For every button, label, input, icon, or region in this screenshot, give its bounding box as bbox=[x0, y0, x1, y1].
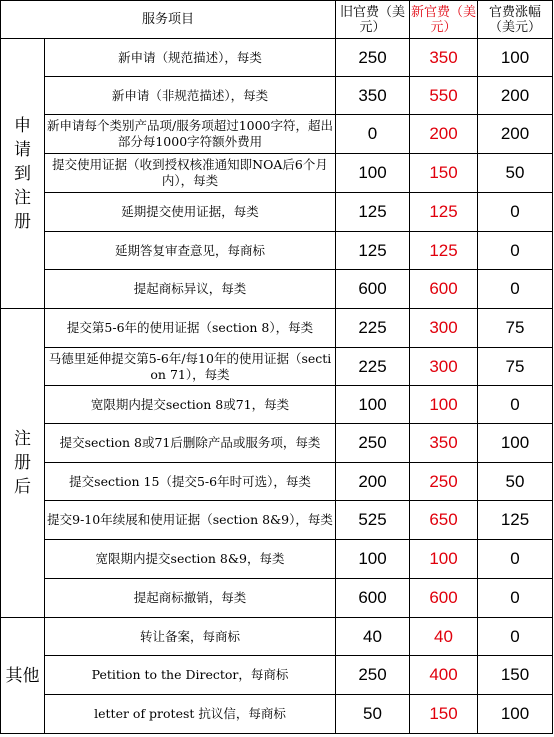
header-old-fee: 旧官费（美元） bbox=[336, 1, 410, 39]
old-fee-cell: 250 bbox=[336, 424, 410, 463]
old-fee-cell: 125 bbox=[336, 232, 410, 270]
old-fee-cell: 225 bbox=[336, 348, 410, 386]
header-row bbox=[1, 1, 553, 39]
service-item-cell: 新申请（规范描述），每类 bbox=[45, 39, 336, 77]
table-row bbox=[1, 501, 553, 540]
new-fee-cell: 600 bbox=[410, 579, 478, 618]
increase-cell: 75 bbox=[478, 309, 553, 348]
service-item-cell: 提交使用证据（收到授权核准通知即NOA后6个月内），每类 bbox=[45, 154, 336, 193]
increase-cell: 50 bbox=[478, 463, 553, 501]
old-fee-cell: 350 bbox=[336, 77, 410, 115]
table-row bbox=[1, 540, 553, 579]
old-fee-cell: 40 bbox=[336, 618, 410, 656]
category-cell bbox=[1, 309, 45, 618]
old-fee-cell: 250 bbox=[336, 656, 410, 695]
table-row bbox=[1, 309, 553, 348]
service-item-cell: 提交section 8或71后删除产品或服务项，每类 bbox=[45, 424, 336, 463]
service-item-cell: 转让备案，每商标 bbox=[45, 618, 336, 656]
new-fee-cell: 600 bbox=[410, 270, 478, 309]
increase-cell: 0 bbox=[478, 386, 553, 424]
increase-cell: 50 bbox=[478, 154, 553, 193]
new-fee-cell: 300 bbox=[410, 348, 478, 386]
table-row bbox=[1, 193, 553, 232]
new-fee-cell: 200 bbox=[410, 115, 478, 154]
new-fee-cell: 400 bbox=[410, 656, 478, 695]
new-fee-cell: 350 bbox=[410, 39, 478, 77]
new-fee-cell: 550 bbox=[410, 77, 478, 115]
increase-cell: 200 bbox=[478, 77, 553, 115]
service-item-cell: letter of protest 抗议信，每商标 bbox=[45, 695, 336, 734]
old-fee-cell: 100 bbox=[336, 154, 410, 193]
fee-table-body bbox=[1, 39, 553, 734]
service-item-cell: 宽限期内提交section 8&9，每类 bbox=[45, 540, 336, 579]
category-char: 册 bbox=[14, 211, 31, 232]
increase-cell: 0 bbox=[478, 232, 553, 270]
category-char: 注 bbox=[14, 429, 31, 449]
old-fee-cell: 600 bbox=[336, 270, 410, 309]
old-fee-cell: 0 bbox=[336, 115, 410, 154]
increase-cell: 100 bbox=[478, 424, 553, 463]
increase-cell: 125 bbox=[478, 501, 553, 540]
old-fee-cell: 125 bbox=[336, 193, 410, 232]
increase-cell: 100 bbox=[478, 695, 553, 734]
new-fee-cell: 100 bbox=[410, 540, 478, 579]
service-item-cell: 延期答复审查意见，每商标 bbox=[45, 232, 336, 270]
service-item-cell: 提交section 15（提交5-6年时可选），每类 bbox=[45, 463, 336, 501]
table-row bbox=[1, 656, 553, 695]
old-fee-cell: 50 bbox=[336, 695, 410, 734]
service-item-cell: 新申请（非规范描述），每类 bbox=[45, 77, 336, 115]
service-item-cell: 提交第5-6年的使用证据（section 8），每类 bbox=[45, 309, 336, 348]
table-row bbox=[1, 154, 553, 193]
old-fee-cell: 600 bbox=[336, 579, 410, 618]
new-fee-cell: 40 bbox=[410, 618, 478, 656]
service-item-cell: 新申请每个类别产品项/服务项超过1000字符，超出部分每1000字符额外费用 bbox=[45, 115, 336, 154]
old-fee-cell: 525 bbox=[336, 501, 410, 540]
old-fee-cell: 100 bbox=[336, 386, 410, 424]
category-char: 到 bbox=[14, 163, 31, 184]
category-char: 其他 bbox=[5, 665, 40, 686]
header-service: 服务项目 bbox=[1, 1, 336, 39]
table-row bbox=[1, 115, 553, 154]
increase-cell: 100 bbox=[478, 39, 553, 77]
increase-cell: 75 bbox=[478, 348, 553, 386]
category-cell bbox=[1, 39, 45, 309]
increase-cell: 150 bbox=[478, 656, 553, 695]
category-char: 请 bbox=[14, 139, 31, 160]
category-char: 注 bbox=[14, 187, 31, 208]
old-fee-cell: 225 bbox=[336, 309, 410, 348]
new-fee-cell: 650 bbox=[410, 501, 478, 540]
table-row bbox=[1, 348, 553, 386]
new-fee-cell: 350 bbox=[410, 424, 478, 463]
category-char: 册 bbox=[14, 453, 31, 473]
new-fee-cell: 125 bbox=[410, 232, 478, 270]
increase-cell: 0 bbox=[478, 618, 553, 656]
header-increase: 官费涨幅（美元） bbox=[478, 1, 553, 39]
table-row bbox=[1, 232, 553, 270]
new-fee-cell: 150 bbox=[410, 154, 478, 193]
new-fee-cell: 250 bbox=[410, 463, 478, 501]
service-item-cell: 延期提交使用证据，每类 bbox=[45, 193, 336, 232]
table-row bbox=[1, 618, 553, 656]
table-row bbox=[1, 39, 553, 77]
old-fee-cell: 250 bbox=[336, 39, 410, 77]
table-row bbox=[1, 270, 553, 309]
header-new-fee: 新官费（美元） bbox=[410, 1, 478, 39]
new-fee-cell: 125 bbox=[410, 193, 478, 232]
service-item-cell: Petition to the Director，每商标 bbox=[45, 656, 336, 695]
table-row bbox=[1, 386, 553, 424]
increase-cell: 200 bbox=[478, 115, 553, 154]
category-char: 申 bbox=[14, 115, 31, 136]
old-fee-cell: 100 bbox=[336, 540, 410, 579]
table-row bbox=[1, 424, 553, 463]
increase-cell: 0 bbox=[478, 270, 553, 309]
service-item-cell: 马德里延伸提交第5-6年/每10年的使用证据（section 71），每类 bbox=[45, 348, 336, 386]
new-fee-cell: 100 bbox=[410, 386, 478, 424]
table-row bbox=[1, 579, 553, 618]
new-fee-cell: 300 bbox=[410, 309, 478, 348]
table-row bbox=[1, 463, 553, 501]
service-item-cell: 宽限期内提交section 8或71，每类 bbox=[45, 386, 336, 424]
increase-cell: 0 bbox=[478, 193, 553, 232]
category-cell bbox=[1, 618, 45, 734]
service-item-cell: 提起商标异议，每类 bbox=[45, 270, 336, 309]
category-char: 后 bbox=[14, 477, 31, 497]
increase-cell: 0 bbox=[478, 540, 553, 579]
table-row bbox=[1, 695, 553, 734]
old-fee-cell: 200 bbox=[336, 463, 410, 501]
increase-cell: 0 bbox=[478, 579, 553, 618]
service-item-cell: 提起商标撤销，每类 bbox=[45, 579, 336, 618]
new-fee-cell: 150 bbox=[410, 695, 478, 734]
table-row bbox=[1, 77, 553, 115]
service-item-cell: 提交9-10年续展和使用证据（section 8&9），每类 bbox=[45, 501, 336, 540]
